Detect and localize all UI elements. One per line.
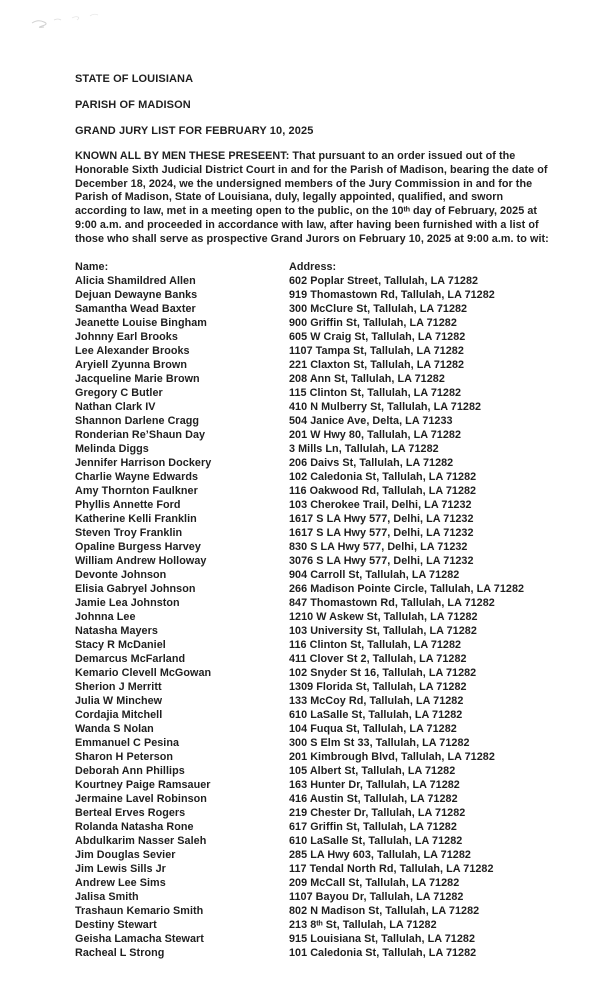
juror-row (75, 470, 549, 484)
document-content (75, 72, 549, 960)
juror-row (75, 764, 549, 778)
juror-name: Samantha Wead Baxter (75, 302, 196, 315)
juror-row (75, 414, 549, 428)
juror-address: 117 Tendal North Rd, Tallulah, LA 71282 (289, 862, 494, 875)
juror-address: 221 Claxton St, Tallulah, LA 71282 (289, 358, 465, 371)
juror-address: 201 Kimbrough Blvd, Tallulah, LA 71282 (289, 750, 495, 763)
juror-name: Opaline Burgess Harvey (75, 540, 201, 553)
juror-row (75, 834, 549, 848)
juror-name: Jim Douglas Sevier (75, 848, 176, 861)
juror-name: Dejuan Dewayne Banks (75, 288, 198, 301)
juror-name: Ronderian Re’Shaun Day (75, 428, 206, 441)
juror-row (75, 904, 549, 918)
juror-name: Rolanda Natasha Rone (75, 820, 194, 833)
juror-name: Andrew Lee Sims (75, 876, 166, 889)
juror-address: 219 Chester Dr, Tallulah, LA 71282 (289, 806, 466, 819)
juror-name: Demarcus McFarland (75, 652, 186, 665)
juror-name: Stacy R McDaniel (75, 638, 166, 651)
juror-row (75, 932, 549, 946)
juror-row (75, 274, 549, 288)
juror-row (75, 694, 549, 708)
juror-list (75, 274, 549, 960)
juror-row (75, 554, 549, 568)
juror-address: 115 Clinton St, Tallulah, LA 71282 (289, 386, 462, 399)
juror-row (75, 526, 549, 540)
juror-address: 116 Oakwood Rd, Tallulah, LA 71282 (289, 484, 477, 497)
juror-row (75, 778, 549, 792)
juror-address: 103 University St, Tallulah, LA 71282 (289, 624, 477, 637)
juror-address: 133 McCoy Rd, Tallulah, LA 71282 (289, 694, 464, 707)
juror-address: 208 Ann St, Tallulah, LA 71282 (289, 372, 445, 385)
juror-name: Cordajia Mitchell (75, 708, 163, 721)
juror-name: Jeanette Louise Bingham (75, 316, 207, 329)
juror-address: 1617 S LA Hwy 577, Delhi, LA 71232 (289, 526, 474, 539)
preamble-paragraph: KNOWN ALL BY MEN THESE PRESEENT: That pursuant to an order issued out of the Honorable Sixth Judicial District Court in and for the Parish of Madison, bearing the date of December 18, 2024, we the undersigned members of the Jury Commission in and for the Parish of Madison, State of Louisiana, duly, legally appointed, qualified, and sworn according to law, met in a meeting open to the public, on the 10ᵗʰ day of February, 2025 at 9:00 a.m. and proceeded in accordance with law, after having been furnished with a list of those who shall serve as prospective Grand Jurors on February 10, 2025 at 9:00 a.m. to wit: (75, 150, 549, 245)
juror-name: Jacqueline Marie Brown (75, 372, 200, 385)
juror-row (75, 358, 549, 372)
juror-name: Melinda Diggs (75, 442, 149, 455)
juror-list-block (75, 260, 549, 960)
juror-address: 1617 S LA Hwy 577, Delhi, LA 71232 (289, 512, 474, 525)
juror-row (75, 736, 549, 750)
juror-name: Geisha Lamacha Stewart (75, 932, 204, 945)
juror-name: Julia W Minchew (75, 694, 163, 707)
juror-name: Wanda S Nolan (75, 722, 154, 735)
juror-address: 830 S LA Hwy 577, Delhi, LA 71232 (289, 540, 468, 553)
juror-name: Devonte Johnson (75, 568, 167, 581)
juror-row (75, 624, 549, 638)
juror-address: 802 N Madison St, Tallulah, LA 71282 (289, 904, 480, 917)
juror-address: 105 Albert St, Tallulah, LA 71282 (289, 764, 456, 777)
juror-row (75, 918, 549, 932)
juror-address: 410 N Mulberry St, Tallulah, LA 71282 (289, 400, 482, 413)
juror-address: 101 Caledonia St, Tallulah, LA 71282 (289, 946, 477, 959)
parish-heading: PARISH OF MADISON (75, 99, 191, 111)
juror-name: Racheal L Strong (75, 946, 165, 959)
juror-address: 915 Louisiana St, Tallulah, LA 71282 (289, 932, 476, 945)
juror-name: Elisia Gabryel Johnson (75, 582, 196, 595)
juror-row (75, 876, 549, 890)
juror-address: 3 Mills Ln, Tallulah, LA 71282 (289, 442, 439, 455)
address-column-header: Address: (289, 260, 337, 273)
juror-name: Emmanuel C Pesina (75, 736, 180, 749)
juror-name: Jennifer Harrison Dockery (75, 456, 212, 469)
juror-address: 1107 Tampa St, Tallulah, LA 71282 (289, 344, 464, 357)
juror-name: Alicia Shamildred Allen (75, 274, 196, 287)
state-heading: STATE OF LOUISIANA (75, 73, 194, 85)
juror-row (75, 582, 549, 596)
juror-address: 266 Madison Pointe Circle, Tallulah, LA 71282 (289, 582, 525, 595)
juror-address: 411 Clover St 2, Tallulah, LA 71282 (289, 652, 467, 665)
juror-name: Sharon H Peterson (75, 750, 174, 763)
juror-address: 900 Griffin St, Tallulah, LA 71282 (289, 316, 457, 329)
juror-address: 209 McCall St, Tallulah, LA 71282 (289, 876, 460, 889)
juror-address: 102 Snyder St 16, Tallulah, LA 71282 (289, 666, 477, 679)
juror-row (75, 820, 549, 834)
document-title: GRAND JURY LIST FOR FEBRUARY 10, 2025 (75, 125, 314, 137)
juror-address: 416 Austin St, Tallulah, LA 71282 (289, 792, 458, 805)
juror-address: 103 Cherokee Trail, Delhi, LA 71232 (289, 498, 472, 511)
juror-row (75, 666, 549, 680)
juror-name: Johnny Earl Brooks (75, 330, 178, 343)
juror-row (75, 568, 549, 582)
juror-name: Jalisa Smith (75, 890, 139, 903)
juror-name: Jermaine Lavel Robinson (75, 792, 207, 805)
juror-row (75, 680, 549, 694)
juror-name: Johnna Lee (75, 610, 136, 623)
juror-name: Charlie Wayne Edwards (75, 470, 199, 483)
juror-address: 213 8ᵗʰ St, Tallulah, LA 71282 (289, 918, 437, 931)
juror-address: 605 W Craig St, Tallulah, LA 71282 (289, 330, 466, 343)
juror-name: Destiny Stewart (75, 918, 157, 931)
juror-address: 847 Thomastown Rd, Tallulah, LA 71282 (289, 596, 495, 609)
juror-address: 610 LaSalle St, Tallulah, LA 71282 (289, 708, 463, 721)
juror-address: 104 Fuqua St, Tallulah, LA 71282 (289, 722, 457, 735)
juror-address: 116 Clinton St, Tallulah, LA 71282 (289, 638, 462, 651)
juror-address: 300 S Elm St 33, Tallulah, LA 71282 (289, 736, 470, 749)
juror-row (75, 638, 549, 652)
juror-address: 163 Hunter Dr, Tallulah, LA 71282 (289, 778, 460, 791)
juror-name: Trashaun Kemario Smith (75, 904, 204, 917)
juror-name: Gregory C Butler (75, 386, 163, 399)
list-header-row (75, 260, 549, 274)
juror-row (75, 540, 549, 554)
juror-row (75, 848, 549, 862)
juror-name: Kourtney Paige Ramsauer (75, 778, 211, 791)
juror-address: 504 Janice Ave, Delta, LA 71233 (289, 414, 453, 427)
juror-name: Phyllis Annette Ford (75, 498, 181, 511)
juror-row (75, 946, 549, 960)
juror-name: Nathan Clark IV (75, 400, 156, 413)
juror-row (75, 792, 549, 806)
juror-row (75, 722, 549, 736)
juror-name: Jamie Lea Johnston (75, 596, 180, 609)
juror-name: Berteal Erves Rogers (75, 806, 186, 819)
juror-row (75, 428, 549, 442)
juror-address: 1309 Florida St, Tallulah, LA 71282 (289, 680, 467, 693)
juror-address: 201 W Hwy 80, Tallulah, LA 71282 (289, 428, 462, 441)
juror-address: 300 McClure St, Tallulah, LA 71282 (289, 302, 468, 315)
juror-row (75, 316, 549, 330)
juror-row (75, 400, 549, 414)
scan-artifact (28, 10, 108, 34)
juror-address: 610 LaSalle St, Tallulah, LA 71282 (289, 834, 463, 847)
juror-row (75, 890, 549, 904)
juror-row (75, 484, 549, 498)
juror-name: Jim Lewis Sills Jr (75, 862, 166, 875)
juror-row (75, 512, 549, 526)
juror-row (75, 708, 549, 722)
juror-address: 3076 S LA Hwy 577, Delhi, LA 71232 (289, 554, 474, 567)
juror-address: 617 Griffin St, Tallulah, LA 71282 (289, 820, 457, 833)
juror-address: 285 LA Hwy 603, Tallulah, LA 71282 (289, 848, 471, 861)
juror-name: Lee Alexander Brooks (75, 344, 190, 357)
juror-row (75, 372, 549, 386)
juror-row (75, 302, 549, 316)
juror-name: Amy Thornton Faulkner (75, 484, 198, 497)
juror-row (75, 610, 549, 624)
juror-address: 1210 W Askew St, Tallulah, LA 71282 (289, 610, 478, 623)
juror-name: Katherine Kelli Franklin (75, 512, 197, 525)
juror-row (75, 750, 549, 764)
juror-name: Kemario Clevell McGowan (75, 666, 212, 679)
juror-row (75, 456, 549, 470)
name-column-header: Name: (75, 260, 109, 273)
juror-address: 1107 Bayou Dr, Tallulah, LA 71282 (289, 890, 464, 903)
juror-name: Shannon Darlene Cragg (75, 414, 200, 427)
juror-address: 206 Daivs St, Tallulah, LA 71282 (289, 456, 454, 469)
juror-name: William Andrew Holloway (75, 554, 207, 567)
juror-address: 904 Carroll St, Tallulah, LA 71282 (289, 568, 460, 581)
juror-row (75, 386, 549, 400)
juror-name: Deborah Ann Phillips (75, 764, 185, 777)
juror-row (75, 344, 549, 358)
juror-name: Steven Troy Franklin (75, 526, 183, 539)
juror-row (75, 652, 549, 666)
juror-address: 102 Caledonia St, Tallulah, LA 71282 (289, 470, 477, 483)
juror-name: Aryiell Zyunna Brown (75, 358, 187, 371)
juror-row (75, 862, 549, 876)
juror-row (75, 596, 549, 610)
juror-name: Sherion J Merritt (75, 680, 162, 693)
juror-address: 602 Poplar Street, Tallulah, LA 71282 (289, 274, 479, 287)
juror-row (75, 806, 549, 820)
juror-name: Abdulkarim Nasser Saleh (75, 834, 207, 847)
juror-address: 919 Thomastown Rd, Tallulah, LA 71282 (289, 288, 495, 301)
juror-row (75, 498, 549, 512)
juror-row (75, 442, 549, 456)
juror-row (75, 288, 549, 302)
juror-row (75, 330, 549, 344)
juror-name: Natasha Mayers (75, 624, 158, 637)
